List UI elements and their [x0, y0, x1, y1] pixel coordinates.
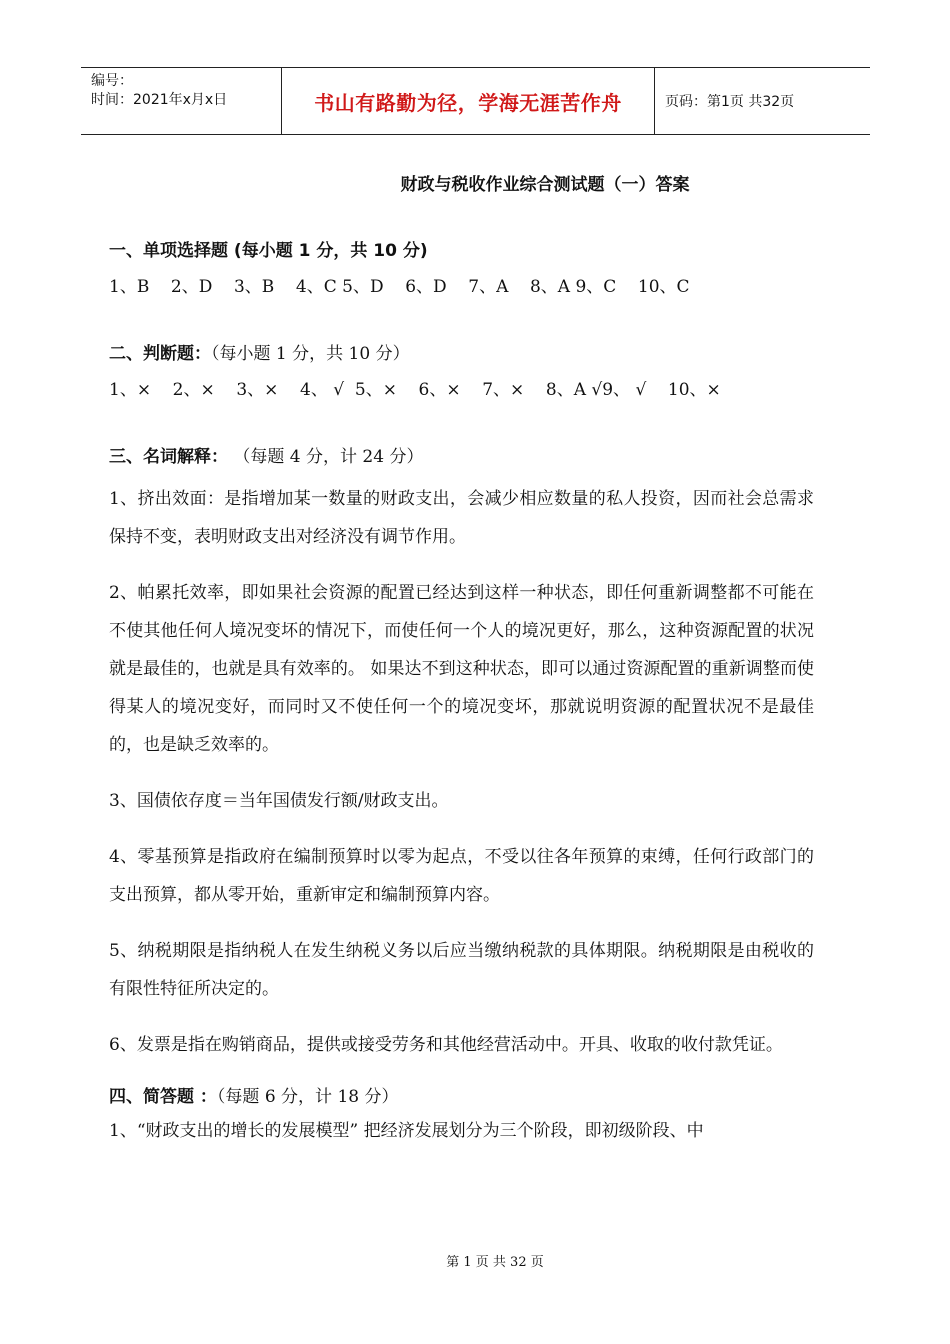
header-page-info: 页码：第1页 共32页: [665, 94, 795, 110]
section-2-answers: 1、× 2、× 3、× 4、 √ 5、× 6、× 7、× 8、A √9、 √ 10、×: [109, 380, 721, 400]
section-2-heading: [109, 339, 814, 369]
section-1-answers: 1、B 2、D 3、B 4、C 5、D 6、D 7、A 8、A 9、C 10、C: [109, 277, 690, 297]
section-2-note: （每小题 1 分，共 10 分）: [211, 344, 410, 364]
section-4-note: （每题 6 分，计 18 分）: [216, 1087, 399, 1107]
term-definition-2: 2、帕累托效率，即如果社会资源的配置已经达到这样一种状态，即任何重新调整都不可能在不使其他任何人境况变坏的情况下，而使任何一个人的境况更好，那么，这种资源配置的状况就是最佳的，也就是具有效率的。 如果达不到这种状态，即可以通过资源配置的重新调整而使得某人的境况变好，而同时又不使任何一个的境况变坏，那就说明资源的配置状况不是最佳的，也是缺乏效率的。: [109, 583, 814, 755]
header-meta-cell: [81, 68, 282, 134]
term-definition-5: 5、纳税期限是指纳税人在发生纳税义务以后应当缴纳税款的具体期限。纳税期限是由税收的有限性特征所决定的。: [109, 941, 814, 999]
date-label: 时间：2021年x月x日: [91, 92, 228, 108]
header-motto: 书山有路勤为径，学海无涯苦作舟: [282, 68, 655, 134]
term-definition-4: 4、零基预算是指政府在编制预算时以零为起点，不受以往各年预算的束缚，任何行政部门的支出预算，都从零开始，重新审定和编制预算内容。: [109, 847, 814, 905]
section-4-title: 四、简答题 ：: [109, 1087, 217, 1107]
page-footer: 第 1 页 共 32 页: [446, 1255, 544, 1270]
section-1-note: (每小题 1 分，共 10 分): [233, 241, 428, 261]
short-answer-1: 1、“财政支出的增长的发展模型” 把经济发展划分为三个阶段，即初级阶段、中: [109, 1121, 704, 1141]
document-body: [109, 236, 814, 1150]
section-3-heading: [109, 442, 814, 472]
document-header: [81, 67, 870, 135]
section-4-heading: [109, 1082, 814, 1112]
section-2-title: 二、判断题：: [109, 344, 211, 364]
document-title: 财政与税收作业综合测试题（一）答案: [400, 175, 690, 195]
section-1-title: 一、单项选择题: [109, 241, 228, 261]
term-definition-6: 6、发票是指在购销商品，提供或接受劳务和其他经营活动中。开具、收取的收付款凭证。: [109, 1035, 783, 1055]
serial-number-label: 编号：: [91, 73, 133, 89]
term-definition-1: 1、挤出效面：是指增加某一数量的财政支出，会减少相应数量的私人投资，因而社会总需求保持不变，表明财政支出对经济没有调节作用。: [109, 489, 814, 547]
section-3-title: 三、名词解释：: [109, 447, 228, 467]
term-definition-3: 3、国债依存度＝当年国债发行额/财政支出。: [109, 791, 449, 811]
section-3-note: （每题 4 分，计 24 分）: [228, 447, 424, 467]
section-1-heading: [109, 236, 814, 266]
